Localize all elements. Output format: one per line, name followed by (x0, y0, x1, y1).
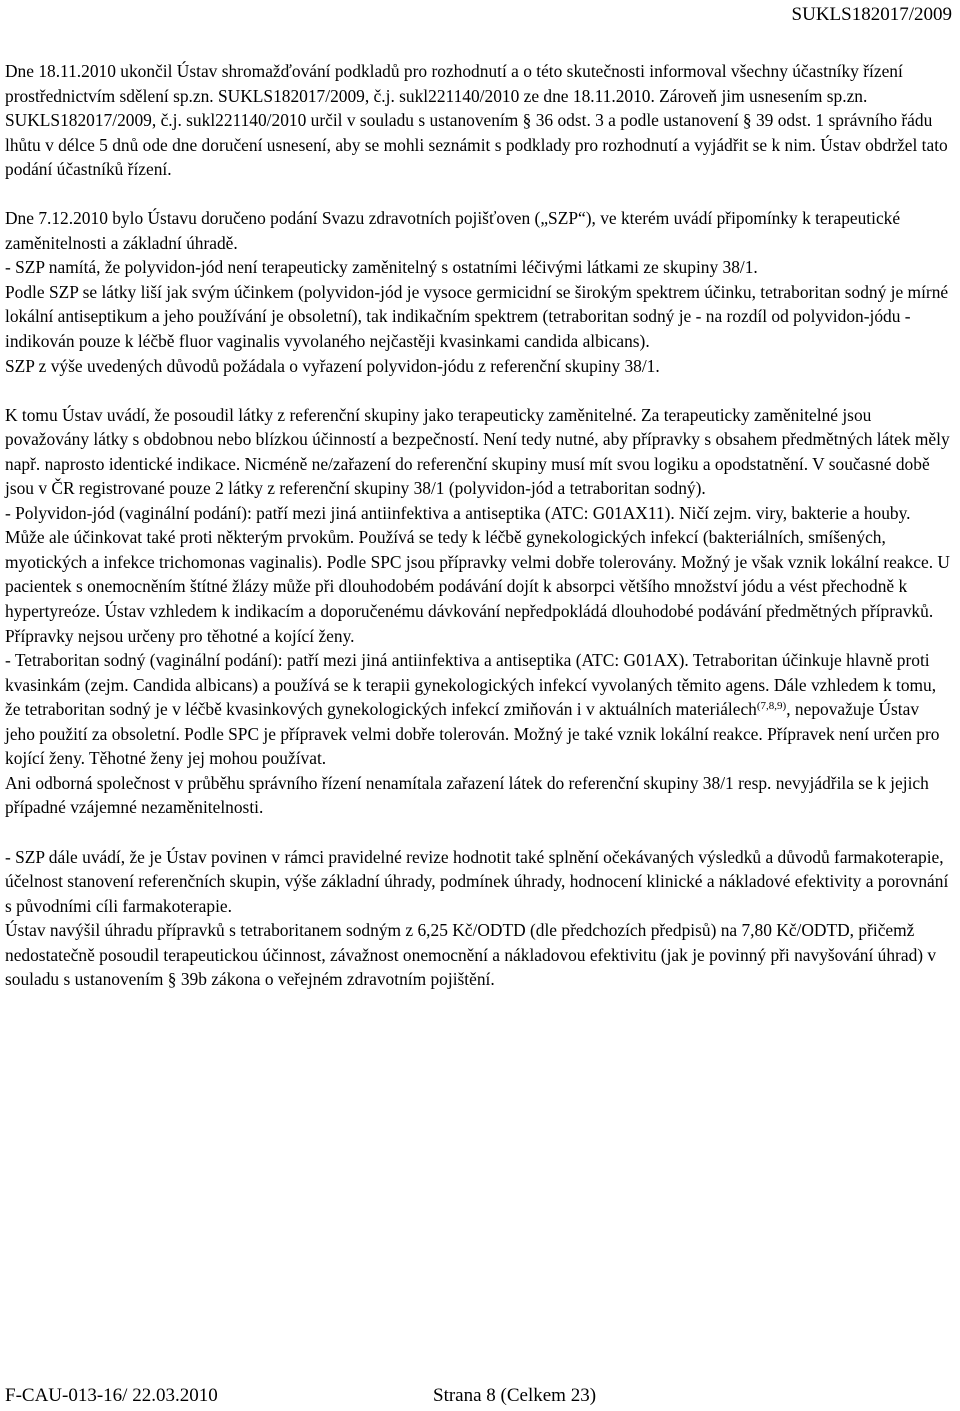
paragraph-szp-reasoning: Podle SZP se látky liší jak svým účinkem (polyvidon-jód je vysoce germicidní se širokým spektrem účinku, tetraboritan sodný je mírné lokální antiseptikum a jeho používání je obsoletní), tak indikačním spektrem (tetraboritan sodný je - na rozdíl od polyvidon-jódu - indikován pouze k léčbě fluor vaginalis vyvolaného nejčastěji kvasinkami candida albicans). (5, 281, 949, 352)
paragraph-polyvidon-jod: - Polyvidon-jód (vaginální podání): patří mezi jiná antiinfektiva a antiseptika (ATC: G01AX11). Ničí zejm. viry, bakterie a houby. Může ale účinkovat také proti některým prvokům. Používá se tedy k léčbě gynekologických infekcí (bakteriálních, smíšených, myotických a infekce trichomonas vaginalis). Podle SPC jsou přípravky velmi dobře tolerovány. Možný je však vznik lokální reakce. U pacientek s onemocněním štítné žlázy může při dlouhodobém podávání dojít k absorpci většího množství jódu a vést přechodně k hypertyreóze. Ústav vzhledem k indikacím a doporučenému dávkování nepředpokládá dlouhodobé podávání předmětných přípravků. Přípravky nejsou určeny pro těhotné a kojící ženy. (5, 502, 950, 646)
paragraph-szp-revision: - SZP dále uvádí, že je Ústav povinen v rámci pravidelné revize hodnotit také splnění očekávaných výsledků a důvodů farmakoterapie, účelnost stanovení referenčních skupin, výše základní úhrady, podmínek úhrady, hodnocení klinické a nákladové efektivity a porovnání s původními cíli farmakoterapie. (5, 846, 949, 916)
paragraph-gap (5, 182, 953, 207)
paragraph-szp-submission: Dne 7.12.2010 bylo Ústavu doručeno podání Svazu zdravotních pojišťoven („SZP“), ve kterém uvádí připomínky k terapeutické zaměnitelnosti a základní úhradě. (5, 208, 901, 253)
tetraboritan-text-start: - Tetraboritan sodný (vaginální podání): patří mezi jiná antiinfektiva a antiseptika (ATC: G01AX). Tetraboritan účinkuje hlavně proti kvasinkám (zejm. Candida albicans) a používá se k terapii gynekologických infekcí vyvolaných těmito agens. Dále vzhledem k tomu, že tetraboritan sodný je v léčbě kvasinkových gynekologických infekcí zmiňován i v aktuálních materiálech (5, 650, 937, 720)
paragraph-reimbursement-increase: Ústav navýšil úhradu přípravků s tetraboritanem sodným z 6,25 Kč/ODTD (dle předchozích předpisů) na 7,80 Kč/ODTD, přičemž nedostatečně posoudil terapeutickou účinnost, závažnost onemocnění a nákladovou efektivitu (jak je povinný při navyšování úhrad) v souladu s ustanovením § 39b zákona o veřejném zdravotním pojištění. (5, 920, 937, 990)
paragraph-professional-society: Ani odborná společnost v průběhu správního řízení nenamítala zařazení látek do referenční skupiny 38/1 resp. nevyjádřila se k jejich případné vzájemné nezaměnitelnosti. (5, 772, 929, 818)
paragraph-tetraboritan (5, 648, 953, 771)
paragraph-proceedings-closed: Dne 18.11.2010 ukončil Ústav shromažďování podkladů pro rozhodnutí a o této skutečnosti informoval všechny účastníky řízení prostřednictvím sdělení sp.zn. SUKLS182017/2009, č.j. sukl221140/2010 ze dne 18.11.2010. Zároveň jim usnesením sp.zn. SUKLS182017/2009, č.j. sukl221140/2010 určil v souladu s ustanovením § 36 odst. 3 a podle ustanovení § 39 odst. 1 správního řádu lhůtu v délce 5 dnů ode dne doručení usnesení, aby se mohli seznámit s podklady pro rozhodnutí a vyjádřit se k nim. Ústav obdržel tato podání účastníků řízení. (5, 61, 948, 180)
citation-superscript: (7,8,9) (756, 700, 787, 713)
document-reference-number: SUKLS182017/2009 (791, 4, 952, 25)
document-body (5, 59, 953, 992)
footer-form-code: F-CAU-013-16/ 22.03.2010 (5, 1385, 218, 1406)
paragraph-szp-objection: - SZP namítá, že polyvidon-jód není terapeuticky zaměnitelný s ostatními léčivými látkami ze skupiny 38/1. (5, 257, 758, 278)
footer-page-number: Strana 8 (Celkem 23) (433, 1385, 597, 1406)
paragraph-institute-response: K tomu Ústav uvádí, že posoudil látky z referenční skupiny jako terapeuticky zaměnitelné. Za terapeuticky zaměnitelné jsou považovány látky s obdobnou nebo blízkou účinností a bezpečností. Není tedy nutné, aby přípravky s obsahem předmětných látek měly např. naprosto identické indikace. Nicméně ne/zařazení do referenční skupiny musí mít svou logiku a opodstatnění. V současné době jsou v ČR registrované pouze 2 látky z referenční skupiny 38/1 (polyvidon-jód a tetraboritan sodný). (5, 404, 950, 499)
paragraph-gap (5, 378, 953, 403)
paragraph-gap (5, 820, 953, 845)
paragraph-szp-request: SZP z výše uvedených důvodů požádala o vyřazení polyvidon-jódu z referenční skupiny 38/1. (5, 355, 660, 376)
tetraboritan-text-end: , nepovažuje Ústav jeho použití za obsoletní. Podle SPC je přípravek velmi dobře tolerován. Možný je také vznik lokální reakce. Přípravek není určen pro kojící ženy. Těhotné ženy jej mohou používat. (5, 699, 940, 769)
